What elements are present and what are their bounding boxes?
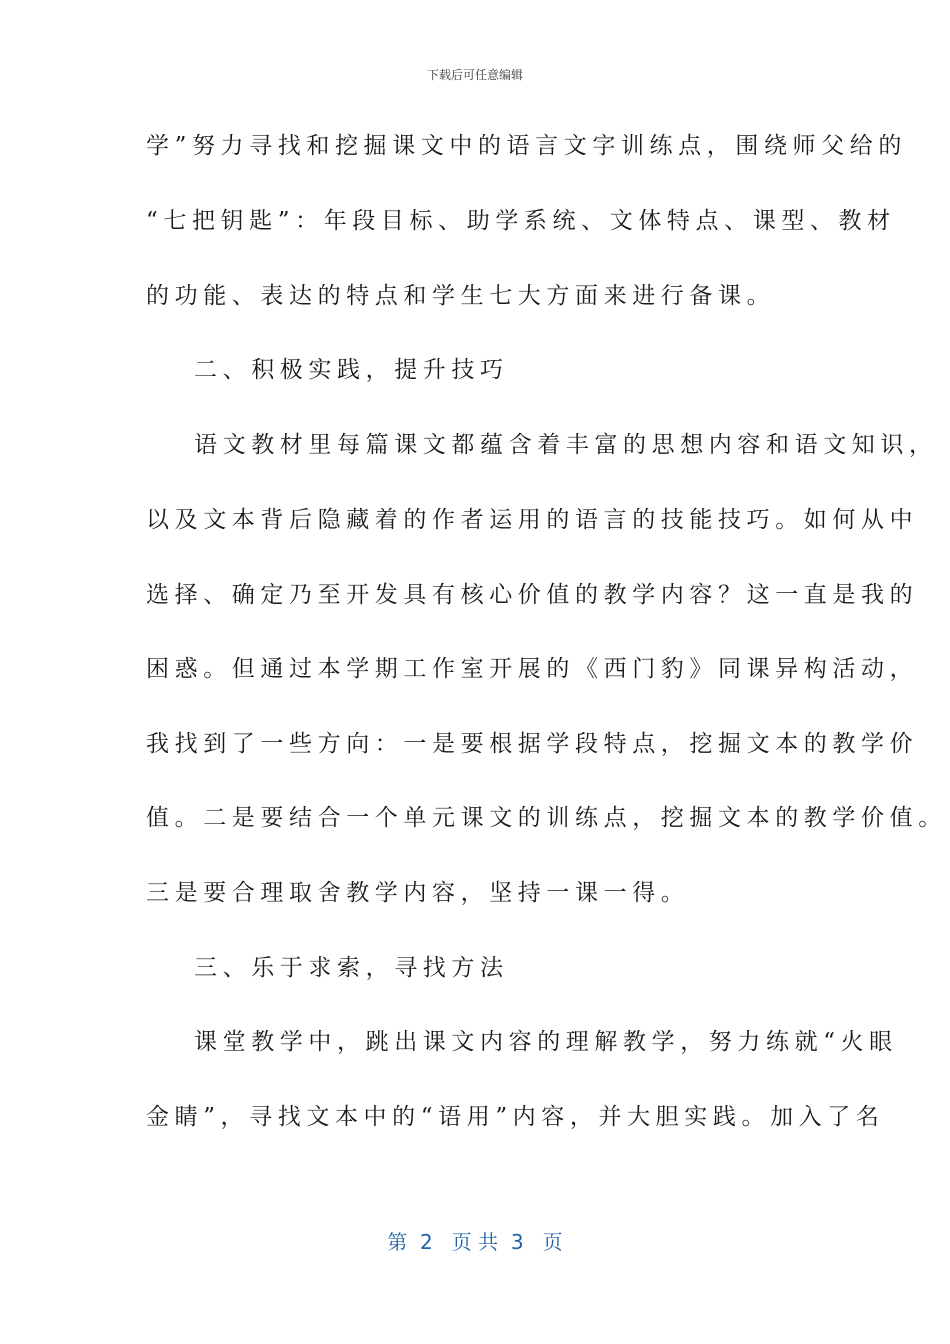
body-line: 学”努力寻找和挖掘课文中的语言文字训练点，围绕师父给的 xyxy=(146,133,907,159)
body-line: 我找到了一些方向：一是要根据学段特点，挖掘文本的教学价 xyxy=(146,731,919,757)
body-line: 困惑。但通过本学期工作室开展的《西门豹》同课异构活动， xyxy=(146,656,919,682)
body-line: 语文教材里每篇课文都蕴含着丰富的思想内容和语文知识， xyxy=(194,432,938,458)
header-note: 下载后可任意编辑 xyxy=(426,68,523,82)
section-heading: 二、积极实践，提升技巧 xyxy=(194,357,509,383)
body-line: 三是要合理取舍教学内容，坚持一课一得。 xyxy=(146,880,690,906)
body-line: 值。二是要结合一个单元课文的训练点，挖掘文本的教学价值。 xyxy=(146,805,947,831)
body-line: 选择、确定乃至开发具有核心价值的教学内容？这一直是我的 xyxy=(146,582,919,608)
body-line: 金睛”，寻找文本中的“语用”内容，并大胆实践。加入了名 xyxy=(146,1104,885,1130)
body-line: “七把钥匙”：年段目标、助学系统、文体特点、课型、教材 xyxy=(146,208,896,234)
body-line: 课堂教学中，跳出课文内容的理解教学，努力练就“火眼 xyxy=(194,1029,898,1055)
page-number-footer: 第 2 页 共 3 页 xyxy=(387,1230,563,1254)
body-line: 的功能、表达的特点和学生七大方面来进行备课。 xyxy=(146,283,776,309)
section-heading: 三、乐于求索，寻找方法 xyxy=(194,955,509,981)
body-line: 以及文本背后隐藏着的作者运用的语言的技能技巧。如何从中 xyxy=(146,507,919,533)
